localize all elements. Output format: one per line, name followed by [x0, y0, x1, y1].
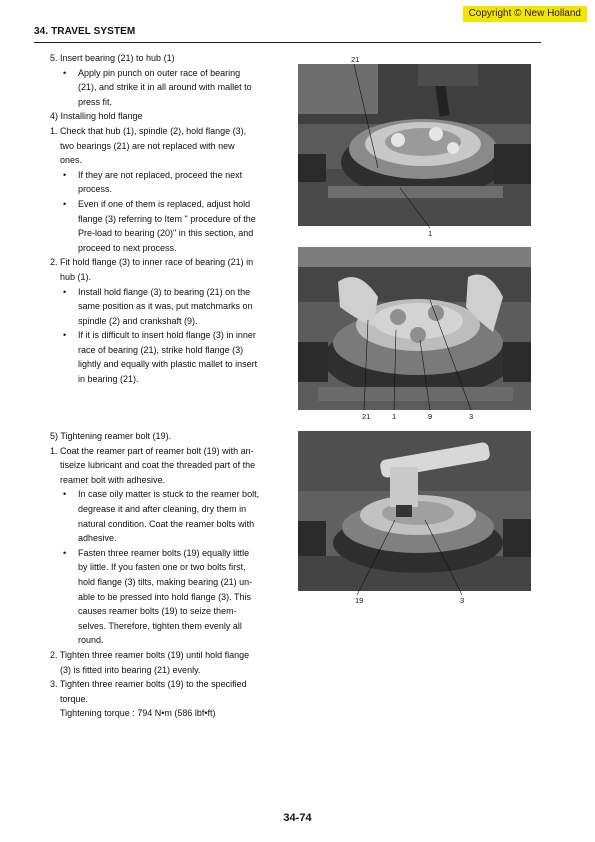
- subsection-heading: 5) Tightening reamer bolt (19).: [50, 431, 172, 441]
- bullet-line: proceed to next process.: [78, 242, 177, 253]
- bullet-line: able to be pressed into hold flange (3). This: [78, 591, 251, 602]
- callout-label: 9: [428, 412, 433, 421]
- leader-line: [430, 300, 471, 410]
- bullet-glyph: •: [63, 169, 67, 180]
- leader-line: [394, 330, 396, 410]
- bullet-line: by little. If you fasten one or two bolts first,: [78, 562, 246, 573]
- step-line: hub (1).: [60, 271, 92, 282]
- bullet-glyph: •: [63, 198, 67, 209]
- bullet-line: degrease it and after cleaning, dry them in: [78, 503, 247, 514]
- bullet-line: press fit.: [78, 96, 113, 107]
- step-line: 2. Tighten three reamer bolts (19) until hold flange: [50, 649, 250, 660]
- bullet-line: causes reamer bolts (19) to seize them-: [78, 606, 237, 617]
- bullet-glyph: •: [63, 67, 67, 78]
- leader-line: [357, 520, 395, 595]
- bullet-line: Even if one of them is replaced, adjust hold: [78, 198, 251, 209]
- bullet-line: in bearing (21).: [78, 374, 139, 385]
- bullet-line: In case oily matter is stuck to the reamer bolt,: [78, 489, 260, 500]
- step-line: 2. Fit hold flange (3) to inner race of bearing (21) in: [50, 257, 254, 268]
- bullet-line: Fasten three reamer bolts (19) equally little: [78, 547, 250, 558]
- bullet-glyph: •: [63, 286, 67, 297]
- bullet-line: round.: [78, 635, 104, 646]
- leader-line: [420, 340, 430, 410]
- step-text: 5. Insert bearing (21) to hub (1): [50, 53, 175, 63]
- bullet-line: Install hold flange (3) to bearing (21) on the: [78, 286, 251, 297]
- step-line: torque.: [60, 693, 89, 704]
- bullet-line: process.: [78, 184, 113, 195]
- step-line: (3) is fitted into bearing (21) evenly.: [60, 664, 201, 675]
- leader-line: [364, 320, 368, 410]
- step-line: 3. Tighten three reamer bolts (19) to the specified: [50, 679, 247, 690]
- step-line: two bearings (21) are not replaced with new: [60, 140, 235, 151]
- callout-label: 1: [428, 229, 433, 238]
- bullet-line: Pre-load to bearing (20)" in this section, and: [78, 228, 254, 239]
- bullet-glyph: •: [63, 330, 67, 341]
- step-line: reamer bolt with adhesive.: [60, 474, 166, 485]
- bullet-line: lightly and equally with plastic mallet to insert: [78, 359, 258, 370]
- bullet-line: Apply pin punch on outer race of bearing: [78, 67, 241, 78]
- bullet-line: spindle (2) and crankshaft (9).: [78, 315, 198, 326]
- page-number: 34-74: [283, 812, 312, 824]
- bullet-line: flange (3) referring to Item " procedure of the: [78, 213, 256, 224]
- bullet-line: (21), and strike it in all around with mallet to: [78, 82, 252, 93]
- bullet-line: If they are not replaced, proceed the next: [78, 169, 243, 180]
- subsection-heading: 4) Installing hold flange: [50, 111, 143, 122]
- copyright-badge: Copyright © New Holland: [463, 6, 587, 22]
- callout-label: 1: [392, 412, 397, 421]
- section-title: 34. TRAVEL SYSTEM: [34, 26, 136, 37]
- bullet-line: adhesive.: [78, 533, 117, 544]
- bullet-line: selves. Therefore, tighten them evenly all: [78, 620, 242, 631]
- leader-line: [354, 64, 378, 168]
- step-line: ones.: [60, 155, 83, 166]
- callout-label: 19: [355, 596, 364, 605]
- bullet-glyph: •: [63, 547, 67, 558]
- callout-label: 21: [362, 412, 371, 421]
- step-line: 1. Coat the reamer part of reamer bolt (19) with an-: [50, 445, 254, 456]
- bullet-line: natural condition. Coat the reamer bolts with: [78, 518, 255, 529]
- step-line: 1. Check that hub (1), spindle (2), hold flange (3),: [50, 125, 247, 136]
- step-line: tiseize lubricant and coat the threaded part of the: [60, 460, 256, 471]
- callout-label: 3: [469, 412, 474, 421]
- leader-line: [425, 520, 462, 595]
- bullet-line: race of bearing (21), strike hold flange (3): [78, 344, 244, 355]
- bullet-line: hold flange (3) tilts, making bearing (21) un-: [78, 576, 253, 587]
- torque-spec: Tightening torque : 794 N•m (586 lbf•ft): [60, 708, 216, 719]
- callout-label: 21: [351, 55, 360, 64]
- bullet-line: same position as it was, put matchmarks on: [78, 301, 253, 312]
- callout-label: 3: [460, 596, 465, 605]
- bullet-glyph: •: [63, 489, 67, 500]
- bullet-line: If it is difficult to insert hold flange (3) in inner: [78, 330, 256, 341]
- leader-line: [400, 188, 430, 228]
